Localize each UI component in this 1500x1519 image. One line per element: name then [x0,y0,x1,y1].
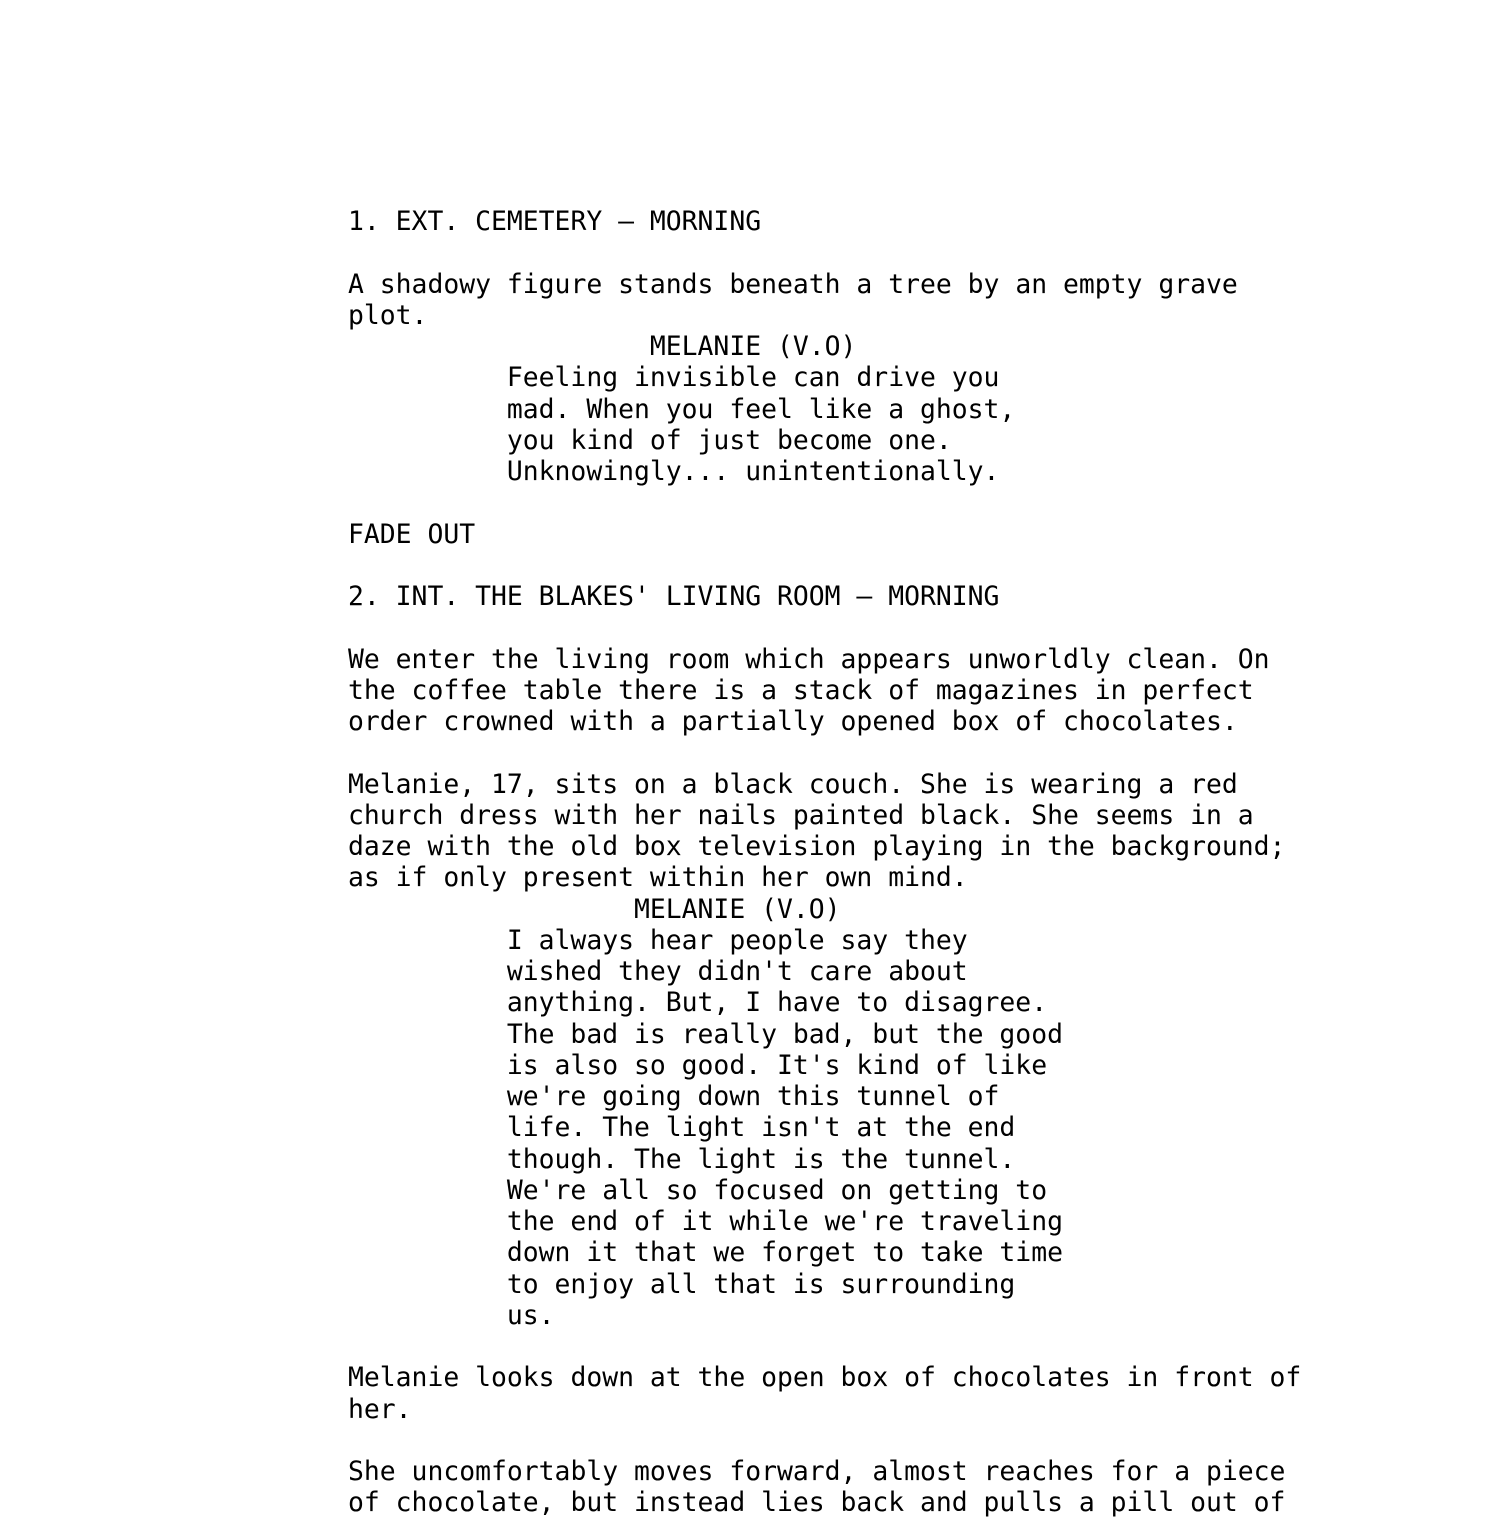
dialogue-line: anything. But, I have to disagree. [506,987,1048,1019]
blank-line [348,1425,1301,1456]
action-line: We enter the living room which appears unworldly clean. On [348,643,1270,675]
dialogue-line: to enjoy all that is surrounding [506,1268,1016,1300]
dialogue-line: though. The light is the tunnel. [506,1143,1016,1175]
character-name: MELANIE (V.O) [649,331,857,362]
dialogue-line: us. [506,1299,555,1331]
dialogue-line: mad. When you feel like a ghost, [506,393,1016,425]
blank-line [348,737,1301,768]
dialogue-line: Unknowingly... unintentionally. [506,456,1000,487]
action-line: her. [348,1393,412,1425]
action-line: Melanie looks down at the open box of chocolates in front of [348,1362,1302,1394]
action-line: church dress with her nails painted black. She seems in a [348,799,1254,831]
dialogue-line: The bad is really bad, but the good [506,1018,1063,1050]
scene-heading: 1. EXT. CEMETERY – MORNING [348,206,762,237]
dialogue-line: the end of it while we're traveling [506,1206,1063,1237]
action-line: daze with the old box television playing in the background; [348,831,1286,862]
action-line: A shadowy figure stands beneath a tree by an empty grave [348,268,1238,300]
action-line: Melanie, 17, sits on a black couch. She is wearing a red [348,768,1238,800]
scene-heading: 2. INT. THE BLAKES' LIVING ROOM – MORNING [348,581,1000,612]
blank-line [348,237,1301,268]
character-name: MELANIE (V.O) [633,893,841,925]
dialogue-line: life. The light isn't at the end [506,1112,1016,1144]
action-line: She uncomfortably moves forward, almost reaches for a piece [348,1456,1286,1487]
transition: FADE OUT [348,518,476,550]
blank-line [348,1331,1301,1362]
dialogue-line: wished they didn't care about [506,956,968,987]
screenplay-page [348,206,1301,1519]
action-line: the coffee table there is a stack of magazines in perfect [348,674,1254,706]
action-line: of chocolate, but instead lies back and pulls a pill out of [348,1487,1286,1519]
dialogue-line: We're all so focused on getting to [506,1174,1048,1206]
blank-line [348,550,1301,581]
dialogue-line: you kind of just become one. [506,424,952,456]
action-line: plot. [348,299,428,331]
dialogue-line: is also so good. It's kind of like [506,1049,1048,1081]
action-line: order crowned with a partially opened box of chocolates. [348,706,1238,737]
dialogue-line: down it that we forget to take time [506,1237,1063,1269]
dialogue-line: we're going down this tunnel of [506,1081,1000,1112]
dialogue-line: Feeling invisible can drive you [506,362,1000,394]
blank-line [348,612,1301,643]
dialogue-line: I always hear people say they [506,924,968,956]
action-line: as if only present within her own mind. [348,862,968,894]
blank-line [348,487,1301,518]
